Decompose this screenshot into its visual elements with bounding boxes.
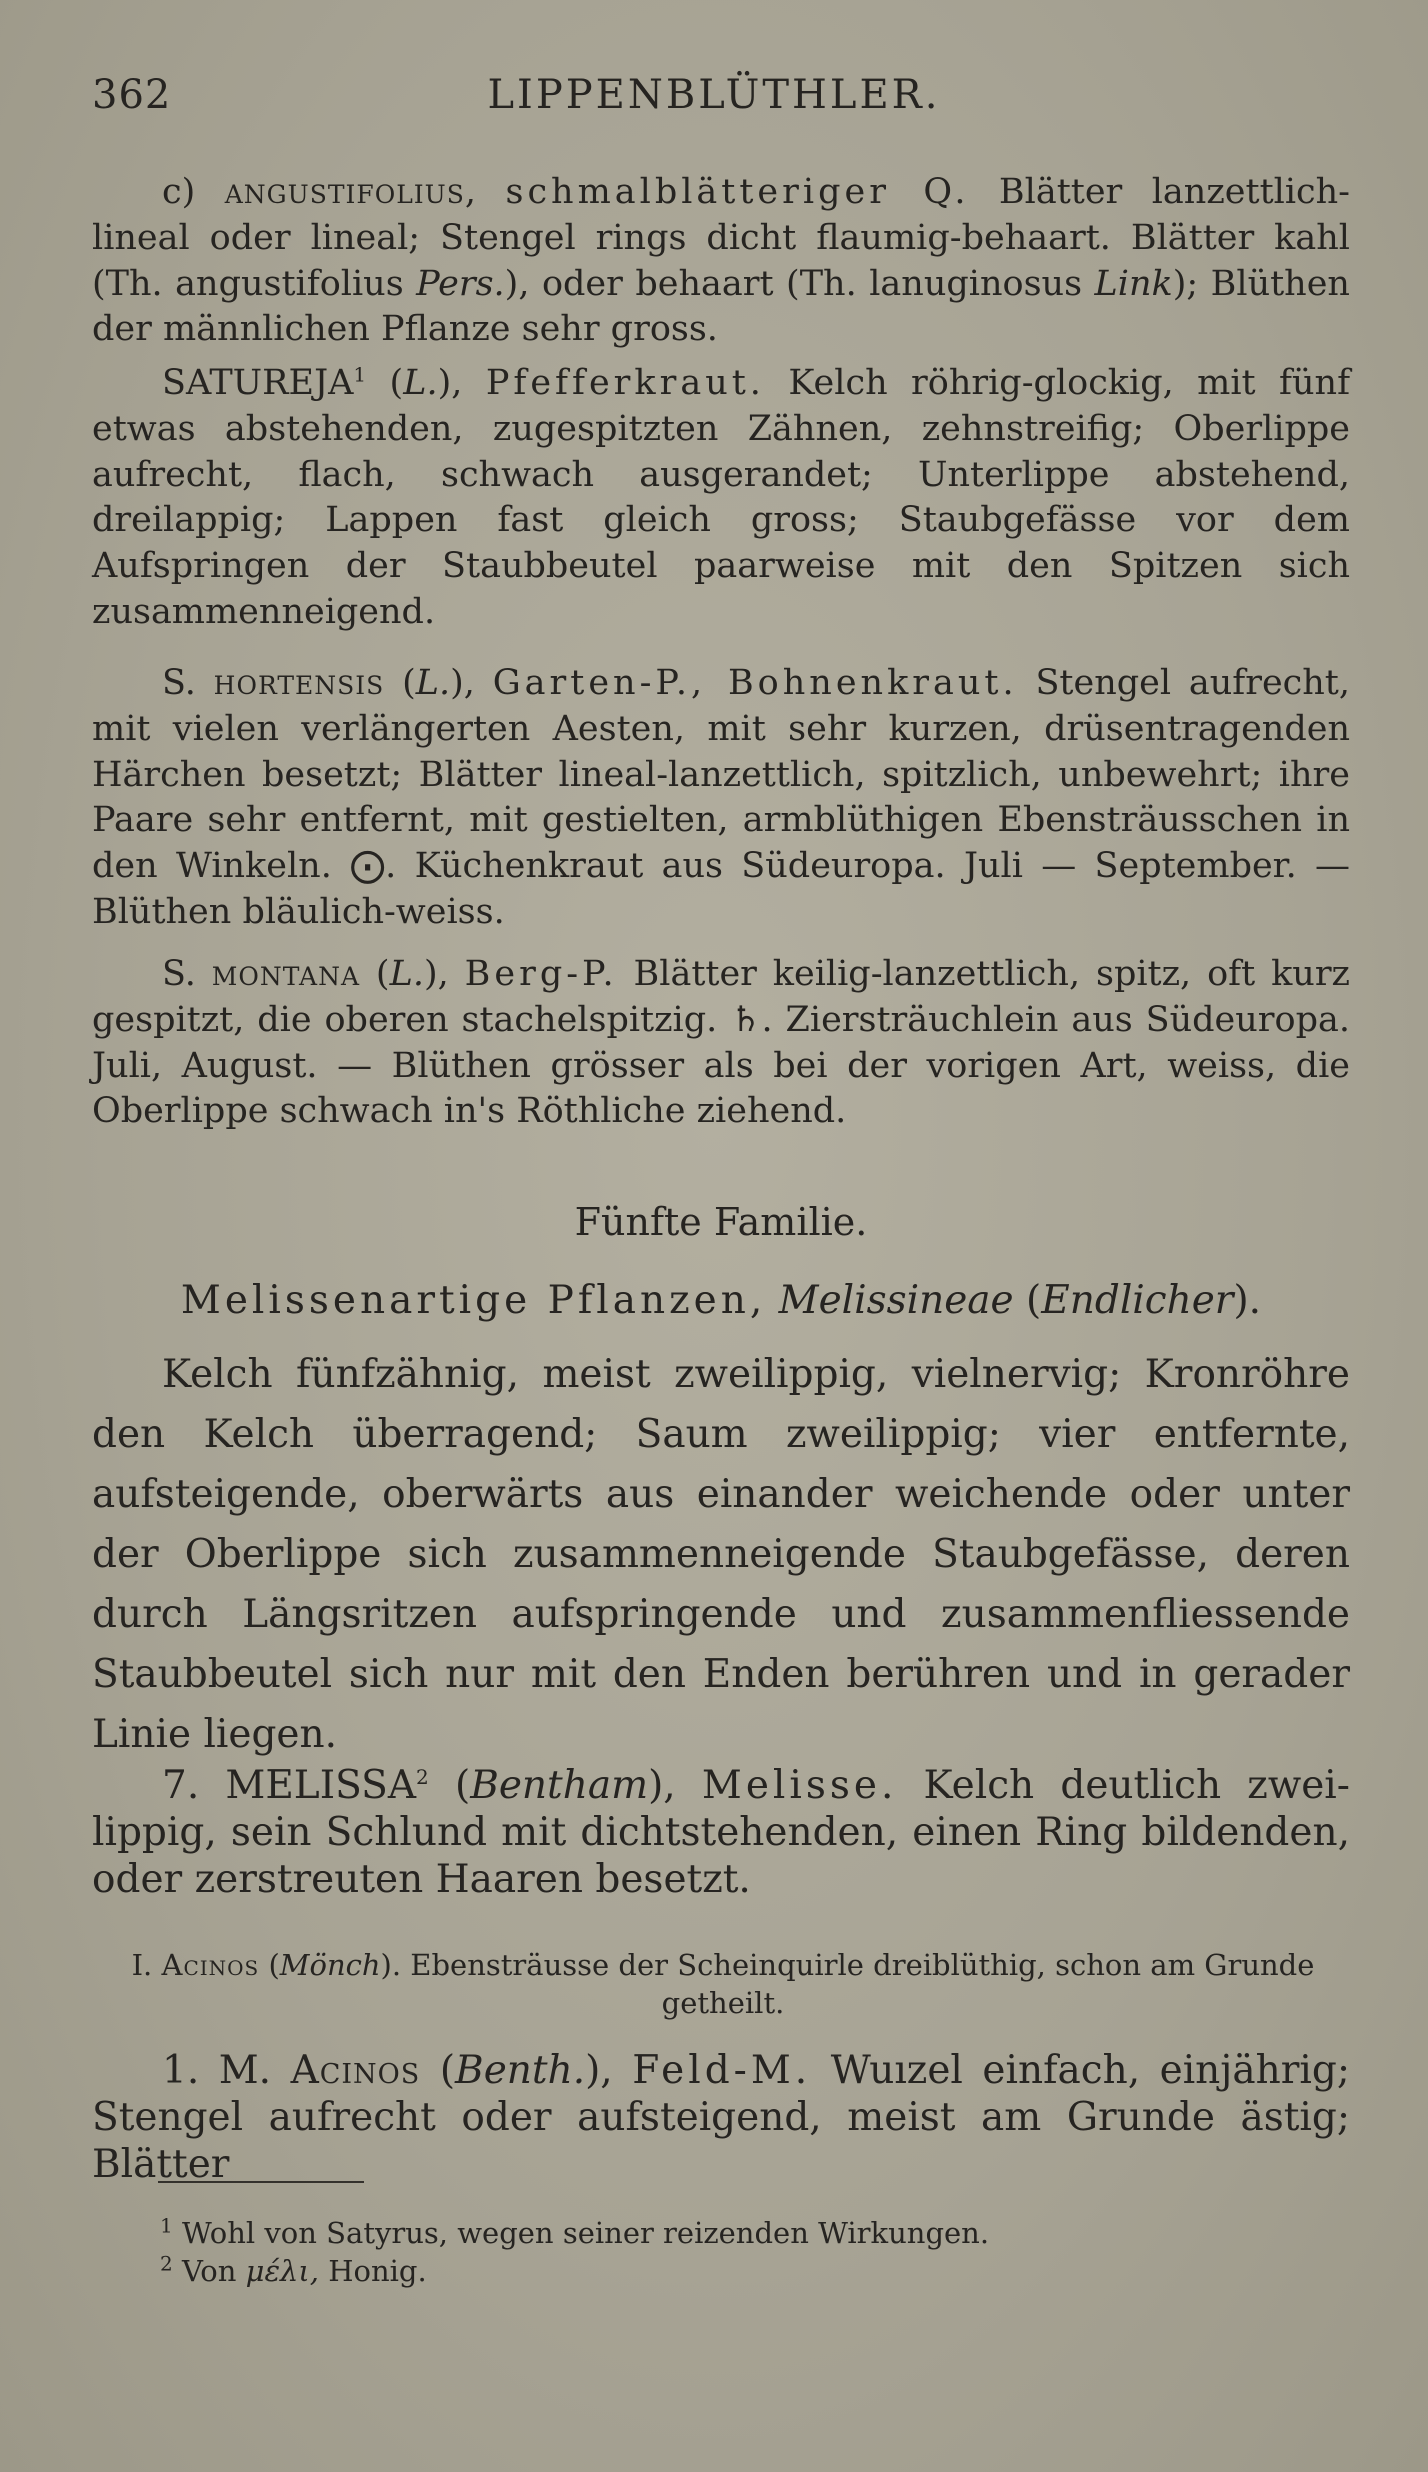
author-name: Endlicher [1041,1278,1234,1323]
section-text: I. Acinos (Mönch). Ebensträusse der Scheinquirle dreiblüthig, schon am Grunde getheilt. [131,1948,1315,2020]
page-header [92,72,1336,132]
entry-melissa [92,1762,1350,1903]
genus-name: 7. MELISSA [162,1763,417,1808]
entry-hortensis [92,661,1350,936]
entry-text: Stengel aufrecht, mit vielen verlängerten Aesten, mit sehr kurzen, drüsentragenden Härchen besetzt; Blätter lineal-lanzettlich, spitzlich, unbewehrt; ihre Paare sehr entfernt, mit gestielten, armblüthigen Ebensträusschen in den Winkeln. ⨀. Küchenkraut aus Südeuropa. Juli — September. — Blüthen bläulich-weiss. [92,663,1350,932]
family-title: Melissenartige Pflanzen, Melissineae (Endlicher). [180,1278,1262,1323]
entry-text: Blätter keilig-lanzettlich, spitz, oft kurz gespitzt, die oberen stachelspitzig. ♄. Ziersträuchlein aus Südeuropa. Juli, August. — Blüthen grösser als bei der vorigen Art, weiss, die Oberlippe schwach in's Röthliche ziehend. [92,954,1350,1132]
genus-name: SATUREJA [162,363,354,403]
entry-text: Blätter lanzettlich-lineal oder lineal; Stengel rings dicht flaumig-behaart. Blätter kahl (Th. angustifolius [92,172,1350,304]
paragraph-hortensis: S. hortensis (L.), Garten-P., Bohnenkraut. Stengel aufrecht, mit vielen verlängerten Aesten, mit sehr kurzen, drüsentragenden Härchen besetzt; Blätter lineal-lanzettlich, spitzlich, unbewehrt; ihre Paare sehr entfernt, mit gestielten, armblüthigen Ebensträusschen in den Winkeln. ⨀. Küchenkraut aus Südeuropa. Juli — September. — Blüthen bläulich-weiss. [92,663,1350,932]
running-title: LIPPENBLÜTHLER. [487,72,941,118]
footnote-text: Von [172,2254,246,2288]
paragraph-satureja: SATUREJA$^1$ (L.), Pfefferkraut. Kelch röhrig-glockig, mit fünf etwas abstehenden, zugespitzten Zähnen, zehnstreifig; Oberlippe aufrecht, flach, schwach ausgerandet; Unterlippe abstehend, dreilappig; Lappen fast gleich gross; Staubgefässe vor dem Aufspringen der Staubbeutel paarweise mit den Spitzen sich zusammenneigend. [92,362,1351,632]
footnote-marker: 1 [160,2213,173,2238]
section-description: . Ebensträusse der Scheinquirle dreiblüthig, schon am Grunde getheilt. [391,1948,1315,2020]
family-description [92,1345,1350,1765]
author-name: Benth. [455,2048,586,2093]
author-name: Mönch [279,1948,381,1982]
footnote-1 [160,2214,1350,2252]
footnote-marker: 2 [160,2251,173,2276]
species-name: hortensis [213,663,385,703]
entry-text: ), oder behaart (Th. lanuginosus [504,263,1095,304]
entry-angustifolius [92,170,1350,353]
common-name: Melisse. [701,1763,898,1808]
family-heading: Fünfte Familie. [574,1200,868,1244]
family-name: Melissenartige Pflanzen, [180,1278,767,1323]
footnote-2 [160,2252,1350,2290]
entry-text: ); Blüthen der männlichen Pflanze sehr gross. [92,263,1350,350]
family-latin-name: Melissineae [778,1278,1014,1323]
section-prefix: I. [131,1948,162,1982]
author-name: Pers. [416,263,505,304]
author-name: L. [389,954,424,994]
entry-text: Kelch deutlich zweilippig, sein Schlund mit dichtstehenden, einen Ring bildenden, oder zerstreuten Haaren besetzt. [92,1763,1350,1902]
author-name: L. [403,363,438,403]
entry-montana [92,952,1350,1135]
species-name: montana [211,954,361,994]
paragraph-angustifolius: c) angustifolius, schmalblätteriger Q. Blätter lanzettlich-lineal oder lineal; Stengel rings dicht flaumig-behaart. Blätter kahl (Th. angustifolius Pers.), oder behaart (Th. lanuginosus Link); Blüthen der männlichen Pflanze sehr gross. [92,172,1350,350]
page-number: 362 [92,72,172,118]
footnotes [160,2214,1350,2290]
author-name: Link [1094,263,1173,304]
author-name: Bentham [470,1763,649,1808]
species-name: angustifolius [224,172,465,212]
common-name: schmalblätteriger Q. [505,172,970,212]
footnote-text: Wohl von Satyrus, wegen seiner reizenden Wirkungen. [172,2216,990,2250]
paragraph-montana: S. montana (L.), Berg-P. Blätter keilig-lanzettlich, spitz, oft kurz gespitzt, die oberen stachelspitzig. ♄. Ziersträuchlein aus Südeuropa. Juli, August. — Blüthen grösser als bei der vorigen Art, weiss, die Oberlippe schwach in's Röthliche ziehend. [92,954,1350,1132]
entry-prefix: c) [162,172,225,212]
author-name: L. [415,663,451,703]
common-name: Pfefferkraut. [485,363,765,403]
section-name: Acinos [161,1948,260,1982]
common-name: Feld-M. [632,2048,812,2093]
footnote-divider [158,2181,364,2183]
section-acinos [98,1946,1348,2022]
entry-acinos [92,2047,1350,2188]
common-name: Garten-P., Bohnenkraut. [492,663,1018,703]
family-description-text: Kelch fünfzähnig, meist zweilippig, vielnervig; Kronröhre den Kelch überragend; Saum zweilippig; vier entfernte, aufsteigende, oberwärts aus einander weichende oder unter der Oberlippe sich zusammenneigende Staubgefässe, deren durch Längsritzen aufspringende und zusammenfliessende Staubbeutel sich nur mit den Enden berühren und in gerader Linie liegen. [92,1352,1350,1757]
entry-satureja [92,361,1350,636]
entry-text: Wuızel einfach, einjährig; Stengel aufrecht oder aufsteigend, meist am Grunde ästig; Blätter [92,2048,1350,2187]
common-name: Berg-P. [464,954,618,994]
paragraph-acinos: 1. M. Acinos (Benth.), Feld-M. Wuızel einfach, einjährig; Stengel aufrecht oder aufsteigend, meist am Grunde ästig; Blätter [92,2048,1350,2187]
footnote-marker: 1 [353,362,367,387]
entry-text: Kelch röhrig-glockig, mit fünf etwas abstehenden, zugespitzten Zähnen, zehnstreifig; Oberlippe aufrecht, flach, schwach ausgerandet; Unterlippe abstehend, dreilappig; Lappen fast gleich gross; Staubgefässe vor dem Aufspringen der Staubbeutel paarweise mit den Spitzen sich zusammenneigend. [92,363,1351,632]
entry-prefix: S. [162,954,212,994]
entry-prefix: 1. M. [162,2048,291,2093]
paragraph-melissa: 7. MELISSA$^2$ (Bentham), Melisse. Kelch deutlich zweilippig, sein Schlund mit dichtstehenden, einen Ring bildenden, oder zerstreuten Haaren besetzt. [92,1763,1350,1902]
species-name: Acinos [290,2048,421,2093]
footnote-text: Honig. [318,2254,427,2288]
entry-prefix: S. [162,663,214,703]
greek-word: μέλι, [245,2254,319,2288]
footnote-marker: 2 [416,1765,429,1789]
